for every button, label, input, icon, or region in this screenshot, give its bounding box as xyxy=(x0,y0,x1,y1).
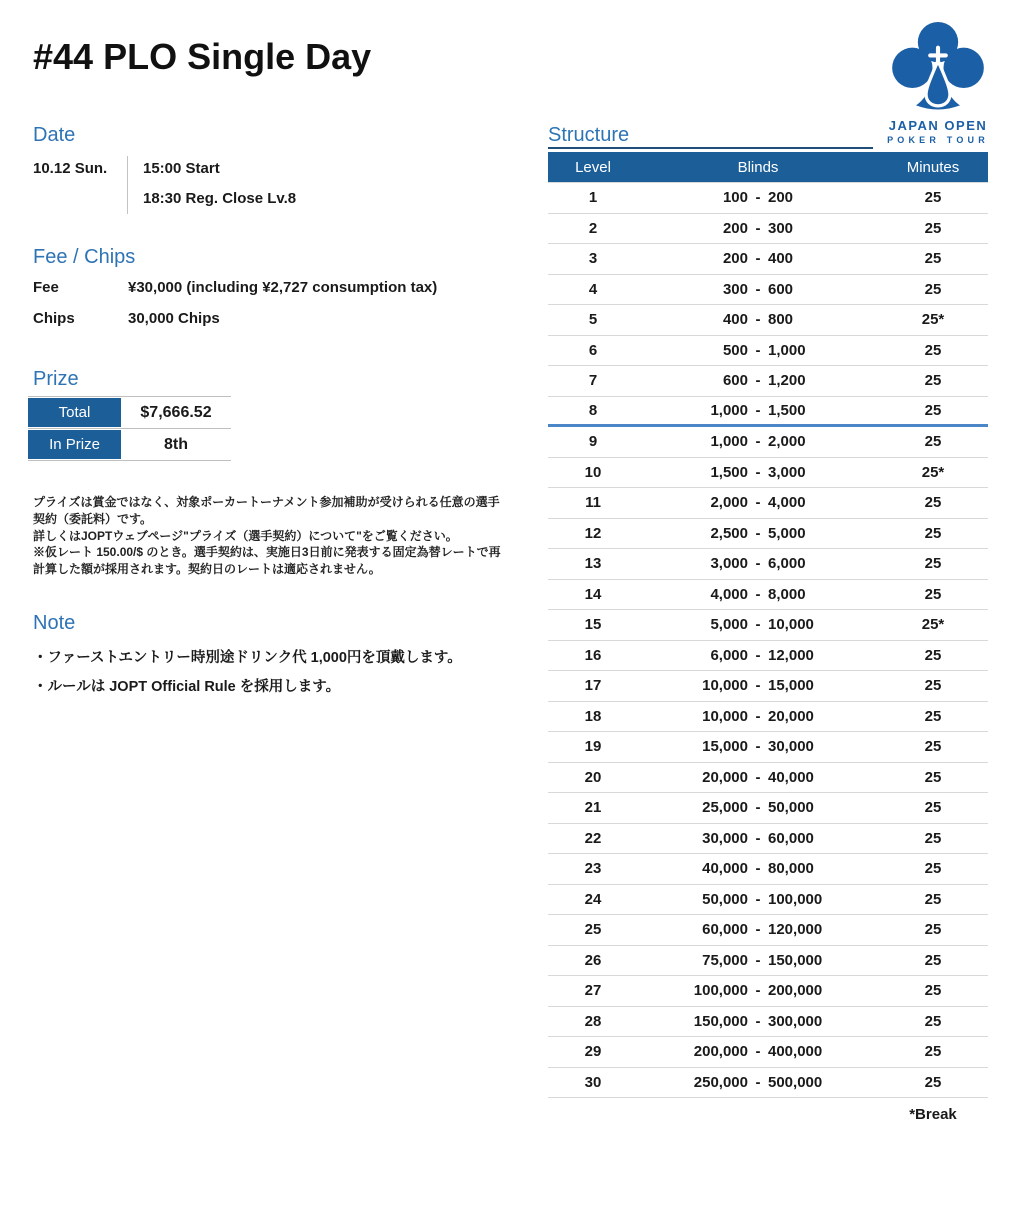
fee-row xyxy=(33,279,437,310)
structure-row xyxy=(548,336,988,367)
structure-row xyxy=(548,702,988,733)
big-blind: 2,000 xyxy=(768,433,806,451)
big-blind: 100,000 xyxy=(768,890,823,908)
level-cell: 25 xyxy=(584,921,602,939)
blinds-separator: - xyxy=(755,982,761,1000)
level-cell: 16 xyxy=(584,646,602,664)
big-blind: 150,000 xyxy=(768,951,823,969)
minutes-cell: 25 xyxy=(924,1012,942,1030)
minutes-cell: 25 xyxy=(924,951,942,969)
blinds-cell xyxy=(638,433,878,450)
level-cell: 4 xyxy=(588,280,598,298)
structure-heading-rule xyxy=(548,147,873,149)
structure-row xyxy=(548,976,988,1007)
column-header-minutes: Minutes xyxy=(906,158,960,176)
big-blind: 80,000 xyxy=(768,860,814,878)
big-blind: 5,000 xyxy=(768,524,806,542)
blinds-cell xyxy=(638,830,878,847)
fee-chips-section xyxy=(33,246,437,341)
blinds-cell xyxy=(638,250,878,267)
blinds-cell xyxy=(638,464,878,481)
blinds-separator: - xyxy=(755,250,761,268)
blinds-separator: - xyxy=(755,921,761,939)
minutes-cell: 25 xyxy=(924,219,942,237)
blinds-cell xyxy=(638,891,878,908)
prize-inprize-label: In Prize xyxy=(28,430,121,459)
note-heading: Note xyxy=(33,612,76,634)
small-blind: 2,000 xyxy=(710,494,748,512)
structure-table-header xyxy=(548,152,988,182)
big-blind: 15,000 xyxy=(768,677,814,695)
blinds-separator: - xyxy=(755,433,761,451)
fee-value: ¥30,000 (including ¥2,727 consumption tax) xyxy=(128,279,438,296)
blinds-separator: - xyxy=(755,1043,761,1061)
blinds-cell xyxy=(638,738,878,755)
blinds-cell xyxy=(638,372,878,389)
minutes-cell: 25* xyxy=(921,616,945,634)
reg-close-time: 18:30 Reg. Close Lv.8 xyxy=(143,190,297,207)
chips-row xyxy=(33,310,437,341)
big-blind: 200,000 xyxy=(768,982,823,1000)
disclaimer-paragraph-1: プライズは賞金ではなく、対象ポーカートーナメント参加補助が受けられる任意の選手契約（委託料）です。 xyxy=(33,495,500,526)
blinds-cell xyxy=(638,799,878,816)
blinds-cell xyxy=(638,586,878,603)
level-cell: 5 xyxy=(588,311,598,329)
blinds-cell xyxy=(638,1074,878,1091)
blinds-separator: - xyxy=(755,677,761,695)
blinds-separator: - xyxy=(755,401,761,419)
small-blind: 30,000 xyxy=(702,829,748,847)
big-blind: 1,500 xyxy=(768,401,806,419)
small-blind: 200 xyxy=(722,250,748,268)
level-cell: 1 xyxy=(588,189,598,207)
big-blind: 300,000 xyxy=(768,1012,823,1030)
small-blind: 40,000 xyxy=(702,860,748,878)
small-blind: 100,000 xyxy=(693,982,748,1000)
level-cell: 20 xyxy=(584,768,602,786)
prize-disclaimer xyxy=(33,494,501,578)
structure-row xyxy=(548,580,988,611)
blinds-separator: - xyxy=(755,585,761,603)
blinds-cell xyxy=(638,342,878,359)
prize-total-label: Total xyxy=(28,398,121,427)
blinds-separator: - xyxy=(755,616,761,634)
blinds-separator: - xyxy=(755,1012,761,1030)
small-blind: 200 xyxy=(722,219,748,237)
minutes-cell: 25 xyxy=(924,189,942,207)
blinds-separator: - xyxy=(755,372,761,390)
minutes-cell: 25 xyxy=(924,738,942,756)
big-blind: 40,000 xyxy=(768,768,814,786)
date-heading: Date xyxy=(33,124,76,146)
level-cell: 10 xyxy=(584,463,602,481)
blinds-cell xyxy=(638,220,878,237)
disclaimer-paragraph-2: 詳しくはJOPTウェブページ"プライズ（選手契約）について"をご覧ください。 xyxy=(33,528,458,543)
blinds-cell xyxy=(638,708,878,725)
minutes-cell: 25 xyxy=(924,250,942,268)
blinds-cell xyxy=(638,677,878,694)
blinds-cell xyxy=(638,769,878,786)
blinds-separator: - xyxy=(755,1073,761,1091)
chips-label: Chips xyxy=(33,310,75,327)
minutes-cell: 25 xyxy=(924,280,942,298)
small-blind: 50,000 xyxy=(702,890,748,908)
minutes-cell: 25 xyxy=(924,768,942,786)
structure-row xyxy=(548,244,988,275)
blinds-separator: - xyxy=(755,189,761,207)
small-blind: 5,000 xyxy=(710,616,748,634)
structure-row xyxy=(548,397,988,428)
small-blind: 4,000 xyxy=(710,585,748,603)
small-blind: 2,500 xyxy=(710,524,748,542)
big-blind: 300 xyxy=(768,219,794,237)
small-blind: 300 xyxy=(722,280,748,298)
structure-row xyxy=(548,275,988,306)
level-cell: 26 xyxy=(584,951,602,969)
blinds-separator: - xyxy=(755,738,761,756)
level-cell: 27 xyxy=(584,982,602,1000)
structure-row xyxy=(548,488,988,519)
level-cell: 29 xyxy=(584,1043,602,1061)
level-cell: 6 xyxy=(588,341,598,359)
big-blind: 500,000 xyxy=(768,1073,823,1091)
big-blind: 4,000 xyxy=(768,494,806,512)
note-item: ・ルールは JOPT Official Rule を採用します。 xyxy=(33,679,341,695)
level-cell: 12 xyxy=(584,524,602,542)
small-blind: 100 xyxy=(722,189,748,207)
big-blind: 1,200 xyxy=(768,372,806,390)
small-blind: 75,000 xyxy=(702,951,748,969)
level-cell: 2 xyxy=(588,219,598,237)
structure-row xyxy=(548,519,988,550)
structure-row xyxy=(548,1007,988,1038)
blinds-separator: - xyxy=(755,951,761,969)
minutes-cell: 25 xyxy=(924,829,942,847)
prize-total-value: $7,666.52 xyxy=(140,403,212,421)
blinds-separator: - xyxy=(755,311,761,329)
small-blind: 1,000 xyxy=(710,401,748,419)
minutes-cell: 25 xyxy=(924,401,942,419)
level-cell: 17 xyxy=(584,677,602,695)
structure-row xyxy=(548,183,988,214)
big-blind: 3,000 xyxy=(768,463,806,481)
small-blind: 60,000 xyxy=(702,921,748,939)
big-blind: 12,000 xyxy=(768,646,814,664)
small-blind: 10,000 xyxy=(702,677,748,695)
structure-row xyxy=(548,610,988,641)
level-cell: 13 xyxy=(584,555,602,573)
disclaimer-paragraph-3: ※仮レート 150.00/$ のとき。選手契約は、実施日3日前に発表する固定為替レートで再計算した額が採用されます。契約日のレートは適応されません。 xyxy=(33,545,501,577)
level-cell: 14 xyxy=(584,585,602,603)
prize-section xyxy=(28,368,231,461)
small-blind: 25,000 xyxy=(702,799,748,817)
chips-value: 30,000 Chips xyxy=(128,310,220,327)
logo-text-line1: JAPAN OPEN xyxy=(888,118,988,133)
column-header-blinds: Blinds xyxy=(737,158,779,176)
blinds-cell xyxy=(638,860,878,877)
big-blind: 800 xyxy=(768,311,794,329)
minutes-cell: 25 xyxy=(924,799,942,817)
level-cell: 23 xyxy=(584,860,602,878)
level-cell: 15 xyxy=(584,616,602,634)
big-blind: 400 xyxy=(768,250,794,268)
break-footnote: *Break xyxy=(909,1106,957,1123)
structure-row xyxy=(548,458,988,489)
page-title: #44 PLO Single Day xyxy=(33,36,372,77)
prize-table xyxy=(28,396,231,461)
blinds-cell xyxy=(638,647,878,664)
structure-row xyxy=(548,885,988,916)
blinds-cell xyxy=(638,189,878,206)
date-times xyxy=(135,156,296,216)
small-blind: 200,000 xyxy=(693,1043,748,1061)
start-time: 15:00 Start xyxy=(143,160,220,177)
minutes-cell: 25 xyxy=(924,890,942,908)
prize-heading: Prize xyxy=(33,368,79,390)
level-cell: 19 xyxy=(584,738,602,756)
structure-row xyxy=(548,915,988,946)
prize-inprize-value: 8th xyxy=(164,435,188,453)
small-blind: 3,000 xyxy=(710,555,748,573)
level-cell: 22 xyxy=(584,829,602,847)
minutes-cell: 25 xyxy=(924,372,942,390)
blinds-cell xyxy=(638,952,878,969)
structure-row xyxy=(548,366,988,397)
minutes-cell: 25* xyxy=(921,463,945,481)
blinds-separator: - xyxy=(755,829,761,847)
minutes-cell: 25 xyxy=(924,982,942,1000)
small-blind: 500 xyxy=(722,341,748,359)
big-blind: 120,000 xyxy=(768,921,823,939)
big-blind: 400,000 xyxy=(768,1043,823,1061)
small-blind: 20,000 xyxy=(702,768,748,786)
minutes-cell: 25 xyxy=(924,860,942,878)
blinds-separator: - xyxy=(755,646,761,664)
blinds-separator: - xyxy=(755,524,761,542)
small-blind: 150,000 xyxy=(693,1012,748,1030)
big-blind: 30,000 xyxy=(768,738,814,756)
date-value: 10.12 Sun. xyxy=(33,160,108,177)
blinds-separator: - xyxy=(755,219,761,237)
minutes-cell: 25 xyxy=(924,555,942,573)
structure-row xyxy=(548,854,988,885)
level-cell: 3 xyxy=(588,250,598,268)
minutes-cell: 25 xyxy=(924,1043,942,1061)
structure-rows xyxy=(548,182,988,1098)
blinds-separator: - xyxy=(755,860,761,878)
blinds-cell xyxy=(638,311,878,328)
structure-row xyxy=(548,641,988,672)
minutes-cell: 25 xyxy=(924,1073,942,1091)
prize-total-row xyxy=(28,397,231,429)
minutes-cell: 25 xyxy=(924,921,942,939)
small-blind: 250,000 xyxy=(693,1073,748,1091)
blinds-cell xyxy=(638,402,878,419)
date-section xyxy=(33,124,296,216)
level-cell: 28 xyxy=(584,1012,602,1030)
big-blind: 1,000 xyxy=(768,341,806,359)
blinds-separator: - xyxy=(755,707,761,725)
level-cell: 11 xyxy=(585,494,601,512)
blinds-separator: - xyxy=(755,768,761,786)
minutes-cell: 25 xyxy=(924,494,942,512)
structure-section xyxy=(548,124,988,1123)
level-cell: 18 xyxy=(584,707,602,725)
column-header-level: Level xyxy=(575,158,611,176)
blinds-cell xyxy=(638,555,878,572)
fee-label: Fee xyxy=(33,279,59,296)
level-cell: 8 xyxy=(588,401,598,419)
date-table xyxy=(33,156,296,216)
big-blind: 600 xyxy=(768,280,794,298)
fee-chips-heading: Fee / Chips xyxy=(33,246,136,268)
level-cell: 30 xyxy=(584,1073,602,1091)
blinds-cell xyxy=(638,525,878,542)
structure-heading: Structure xyxy=(548,124,630,146)
structure-row xyxy=(548,671,988,702)
big-blind: 60,000 xyxy=(768,829,814,847)
structure-row xyxy=(548,763,988,794)
small-blind: 400 xyxy=(722,311,748,329)
blinds-cell xyxy=(638,921,878,938)
minutes-cell: 25 xyxy=(924,433,942,451)
big-blind: 10,000 xyxy=(768,616,814,634)
blinds-separator: - xyxy=(755,799,761,817)
minutes-cell: 25 xyxy=(924,646,942,664)
blinds-cell xyxy=(638,1013,878,1030)
note-section xyxy=(33,612,513,702)
structure-row xyxy=(548,305,988,336)
date-divider xyxy=(127,156,135,214)
blinds-separator: - xyxy=(755,341,761,359)
small-blind: 1,500 xyxy=(710,463,748,481)
minutes-cell: 25 xyxy=(924,585,942,603)
prize-inprize-row xyxy=(28,429,231,461)
blinds-separator: - xyxy=(755,555,761,573)
blinds-separator: - xyxy=(755,494,761,512)
small-blind: 1,000 xyxy=(710,433,748,451)
blinds-cell xyxy=(638,281,878,298)
blinds-separator: - xyxy=(755,463,761,481)
structure-row xyxy=(548,549,988,580)
fee-chips-rows xyxy=(33,279,437,341)
small-blind: 10,000 xyxy=(702,707,748,725)
minutes-cell: 25 xyxy=(924,677,942,695)
structure-row xyxy=(548,946,988,977)
big-blind: 200 xyxy=(768,189,794,207)
level-cell: 21 xyxy=(584,799,602,817)
level-cell: 9 xyxy=(588,433,598,451)
level-cell: 24 xyxy=(584,890,602,908)
big-blind: 50,000 xyxy=(768,799,814,817)
small-blind: 600 xyxy=(722,372,748,390)
logo-text-line2: POKER TOUR xyxy=(887,135,989,145)
structure-row xyxy=(548,214,988,245)
structure-row xyxy=(548,1068,988,1099)
blinds-cell xyxy=(638,494,878,511)
blinds-cell xyxy=(638,982,878,999)
big-blind: 6,000 xyxy=(768,555,806,573)
blinds-separator: - xyxy=(755,280,761,298)
blinds-cell xyxy=(638,616,878,633)
structure-row xyxy=(548,1037,988,1068)
structure-row xyxy=(548,732,988,763)
club-drop-icon xyxy=(883,16,993,116)
note-items xyxy=(33,644,513,702)
big-blind: 20,000 xyxy=(768,707,814,725)
minutes-cell: 25 xyxy=(924,341,942,359)
structure-row xyxy=(548,427,988,458)
small-blind: 6,000 xyxy=(710,646,748,664)
big-blind: 8,000 xyxy=(768,585,806,603)
structure-row xyxy=(548,793,988,824)
minutes-cell: 25 xyxy=(924,524,942,542)
minutes-cell: 25 xyxy=(924,707,942,725)
blinds-cell xyxy=(638,1043,878,1060)
small-blind: 15,000 xyxy=(702,738,748,756)
structure-row xyxy=(548,824,988,855)
level-cell: 7 xyxy=(588,372,598,390)
minutes-cell: 25* xyxy=(921,311,945,329)
note-item: ・ファーストエントリー時別途ドリンク代 1,000円を頂戴します。 xyxy=(33,650,462,666)
blinds-separator: - xyxy=(755,890,761,908)
